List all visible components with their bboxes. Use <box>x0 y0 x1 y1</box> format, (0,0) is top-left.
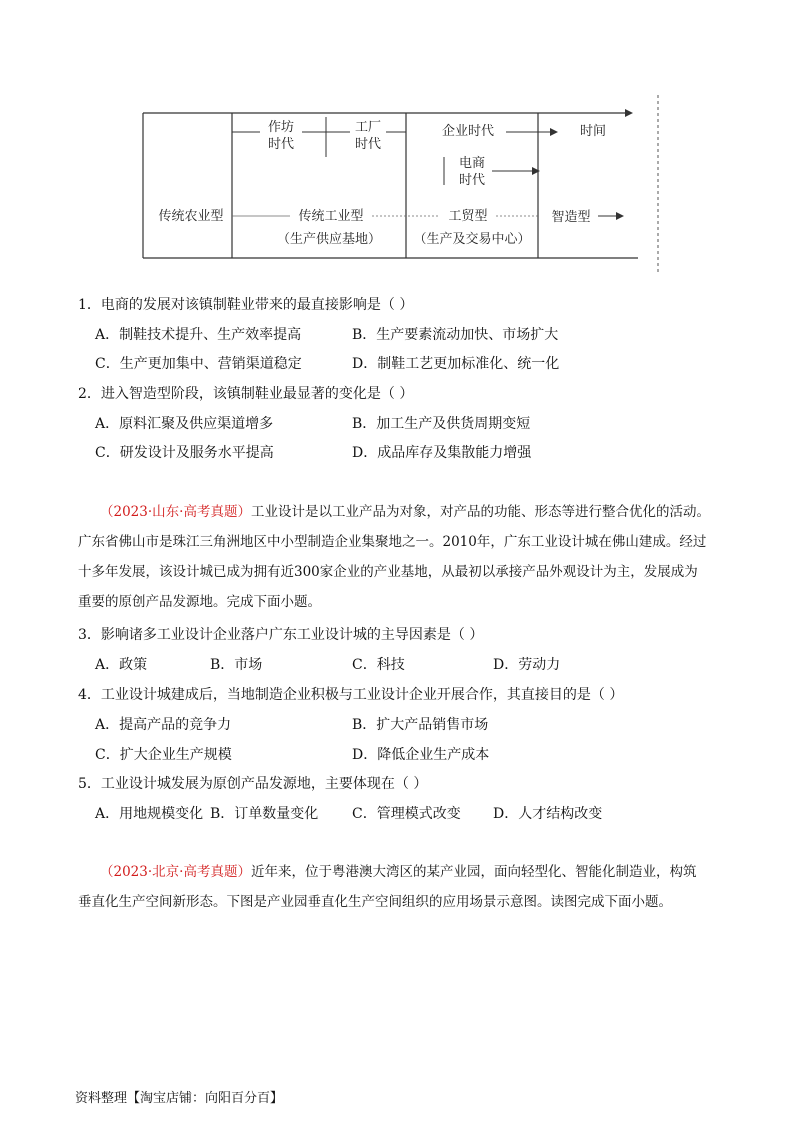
question-5-option-a: A．用地规模变化 <box>95 806 204 822</box>
question-2-option-c: C．研发设计及服务水平提高 <box>95 445 274 461</box>
label-enterprise-era: 企业时代 <box>441 124 494 139</box>
passage-beijing <box>78 857 728 917</box>
passage-shandong <box>78 497 728 617</box>
source-tag-shandong: （2023·山东·高考真题） <box>100 504 251 520</box>
question-5-option-b: B．订单数量变化 <box>210 806 319 822</box>
label-ecommerce-era: 电商 时代 <box>458 156 485 188</box>
passage-beijing-line-1 <box>78 857 728 887</box>
label-trade: 工贸型 <box>448 209 488 224</box>
time-axis-arrow <box>625 109 633 117</box>
question-2-option-b: B．加工生产及供货周期变短 <box>352 416 531 432</box>
passage-shandong-line-3: 十多年发展，该设计城已成为拥有近300家企业的产业基地，从最初以承接产品外观设计为主，发展成为 <box>78 564 698 580</box>
question-3-option-b: B．市场 <box>210 657 263 673</box>
question-4-option-b: B．扩大产品销售市场 <box>352 717 489 733</box>
industry-evolution-diagram <box>140 95 660 280</box>
label-traditional-agri: 传统农业型 <box>158 209 224 224</box>
passage-shandong-text-1: 工业设计是以工业产品为对象，对产品的功能、形态等进行整合优化的活动。 <box>250 504 710 520</box>
question-5-option-d: D．人才结构改变 <box>493 806 603 822</box>
era-arrow-head <box>550 128 558 136</box>
source-tag-beijing: （2023·北京·高考真题） <box>100 864 251 880</box>
label-trade-note: （生产及交易中心） <box>413 232 531 247</box>
label-workshop-era: 作坊 时代 <box>267 120 294 152</box>
label-smart: 智造型 <box>551 210 591 225</box>
passage-shandong-line-1 <box>78 497 728 527</box>
question-1-stem: 1．电商的发展对该镇制鞋业带来的最直接影响是（ ） <box>78 297 414 313</box>
passage-beijing-line-2: 垂直化生产空间新形态。下图是产业园垂直化生产空间组织的应用场景示意图。读图完成下面小题。 <box>78 894 672 910</box>
passage-shandong-line-4: 重要的原创产品发源地。完成下面小题。 <box>78 594 321 610</box>
question-4-stem: 4．工业设计城建成后，当地制造企业积极与工业设计企业开展合作，其直接目的是（ ） <box>78 687 624 703</box>
question-4-option-c: C．扩大企业生产规模 <box>95 747 232 763</box>
question-1-option-b: B．生产要素流动加快、市场扩大 <box>352 327 559 343</box>
ecommerce-arrow <box>532 167 540 175</box>
label-factory-era: 工厂 时代 <box>354 120 381 152</box>
question-3-stem: 3．影响诸多工业设计企业落户广东工业设计城的主导因素是（ ） <box>78 627 484 643</box>
question-4-option-d: D．降低企业生产成本 <box>352 747 490 763</box>
question-2-option-d: D．成品库存及集散能力增强 <box>352 445 532 461</box>
question-4-option-a: A．提高产品的竞争力 <box>95 717 232 733</box>
question-5-stem: 5．工业设计城发展为原创产品发源地，主要体现在（ ） <box>78 776 428 792</box>
footer-credit: 资料整理【淘宝店铺：向阳百分百】 <box>75 1091 284 1106</box>
label-time: 时间 <box>579 124 606 139</box>
question-2-stem: 2．进入智造型阶段，该镇制鞋业最显著的变化是（ ） <box>78 386 414 402</box>
question-1-option-a: A．制鞋技术提升、生产效率提高 <box>95 327 302 343</box>
question-1-option-d: D．制鞋工艺更加标准化、统一化 <box>352 356 560 372</box>
question-1-option-c: C．生产更加集中、营销渠道稳定 <box>95 356 302 372</box>
question-3-option-c: C．科技 <box>352 657 405 673</box>
label-traditional-industry: 传统工业型 <box>298 209 364 224</box>
question-3-option-d: D．劳动力 <box>493 657 561 673</box>
question-5-option-c: C．管理模式改变 <box>352 806 461 822</box>
label-industry-note: （生产供应基地） <box>276 232 381 247</box>
passage-shandong-line-2: 广东省佛山市是珠江三角洲地区中小型制造企业集聚地之一。2010年，广东工业设计城在佛山建成。经过 <box>78 534 707 550</box>
question-2-option-a: A．原料汇聚及供应渠道增多 <box>95 416 274 432</box>
passage-beijing-text-1: 近年来，位于粤港澳大湾区的某产业园，面向轻型化、智能化制造业，构筑 <box>250 864 697 880</box>
type-arrow-head <box>616 212 624 220</box>
question-3-option-a: A．政策 <box>95 657 148 673</box>
